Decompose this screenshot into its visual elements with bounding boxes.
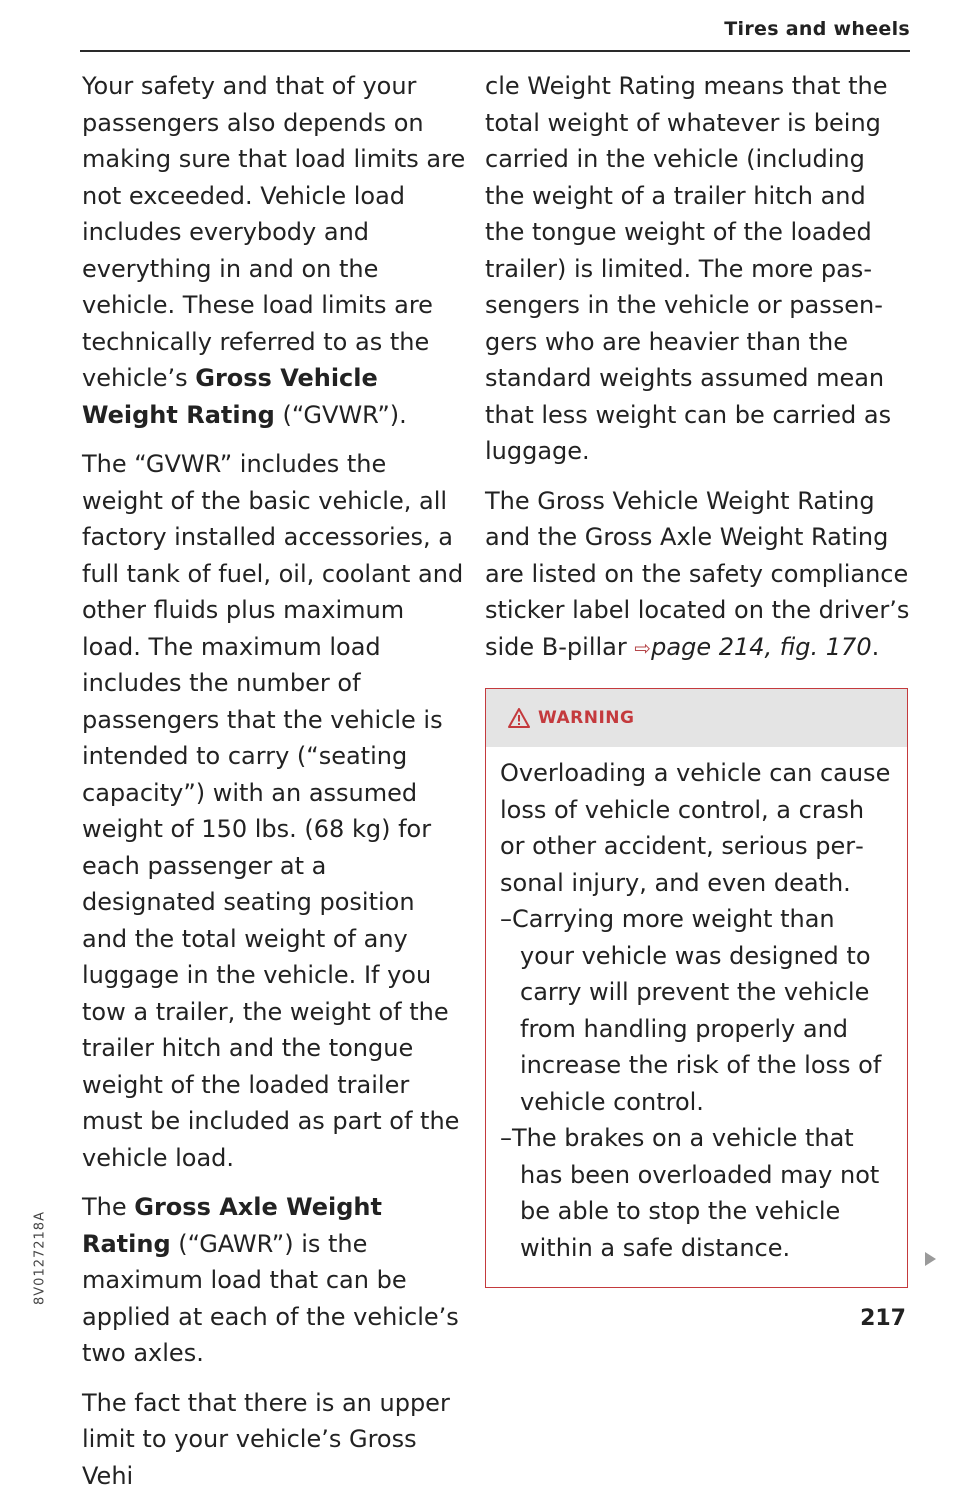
warning-box xyxy=(485,688,908,1288)
document-code xyxy=(28,1198,52,1318)
paragraph-text: The xyxy=(82,1193,135,1221)
header-rule xyxy=(80,50,910,52)
paragraph-text: Your safety and that of your passengers also depends on making sure that load limits are not exceeded. Vehicle load includes everybody and everything in and on the vehicle. These load limits are technically referred to as the vehicle’s xyxy=(82,72,466,392)
continue-arrow-icon xyxy=(923,1251,937,1267)
warning-triangle-icon xyxy=(508,708,530,728)
paragraph-text: (“GVWR”). xyxy=(274,400,407,429)
warning-intro: Overloading a vehicle can cause loss of vehicle control, a crash or other accident, serious personal injury, and even death. xyxy=(500,759,891,897)
document-code-text: 8V0127218A xyxy=(32,1211,48,1305)
warning-header xyxy=(486,689,907,747)
warning-list-item: –The brakes on a vehicle that has been overloaded may not be able to stop the vehicle within a safe distance. xyxy=(500,1124,880,1262)
paragraph-upper-limit-cont: cle Weight Rating means that the total weight of whatever is being carried in the vehicle (including the weight of a trailer hitch and the tongue weight of the loaded trailer) is limited. The more passengers in the vehicle or passengers who are heavier than the standard weights assumed mean that less weight can be carried as luggage. xyxy=(485,72,892,465)
paragraph-label-location xyxy=(485,483,910,667)
warning-title: WARNING xyxy=(538,708,635,728)
warning-body xyxy=(486,747,907,1266)
paragraph-gvwr-intro xyxy=(82,68,467,433)
paragraph-gawr xyxy=(82,1189,467,1372)
warning-list xyxy=(500,901,893,1266)
paragraph-upper-limit: The fact that there is an upper limit to your vehicle’s Gross Vehi xyxy=(82,1388,450,1490)
cross-reference-arrow-icon: ⇨ xyxy=(634,635,652,660)
paragraph-text: (“GAWR”) is the maximum load that can be applied at each of the vehicle’s two axles. xyxy=(82,1229,459,1367)
right-column xyxy=(485,68,910,679)
cross-reference-link[interactable]: page 214, fig. 170 xyxy=(651,632,872,661)
paragraph-gvwr-definition: The “GVWR” includes the weight of the basic vehicle, all factory installed accessories, a full tank of fuel, oil, coolant and other fluids plus maximum load. The maximum load includes the number of passengers that the vehicle is intended to carry (“seating capacity”) with an assumed weight of 150 lbs. (68 kg) for each passenger at a designated seating position and the total weight of any luggage in the vehicle. If you tow a trailer, the weight of the trailer hitch and the tongue weight of the loaded trailer must be included as part of the vehicle load. xyxy=(82,450,464,1172)
left-column xyxy=(82,68,467,1507)
paragraph-text: . xyxy=(871,632,880,661)
page-number: 217 xyxy=(860,1306,906,1331)
section-title: Tires and wheels xyxy=(724,18,910,40)
term-gvwr: Gross Vehicle Weight Rating xyxy=(82,364,378,429)
warning-list-item: –Carrying more weight than your vehicle was designed to carry will prevent the vehicle from handling properly and increase the risk of the loss of vehicle control. xyxy=(500,905,882,1116)
term-gawr: Gross Axle Weight Rating xyxy=(82,1193,382,1258)
paragraph-text: The Gross Vehicle Weight Rating and the Gross Axle Weight Rating are listed on the safety compliance sticker label located on the driver’s side B-pillar xyxy=(485,486,910,661)
